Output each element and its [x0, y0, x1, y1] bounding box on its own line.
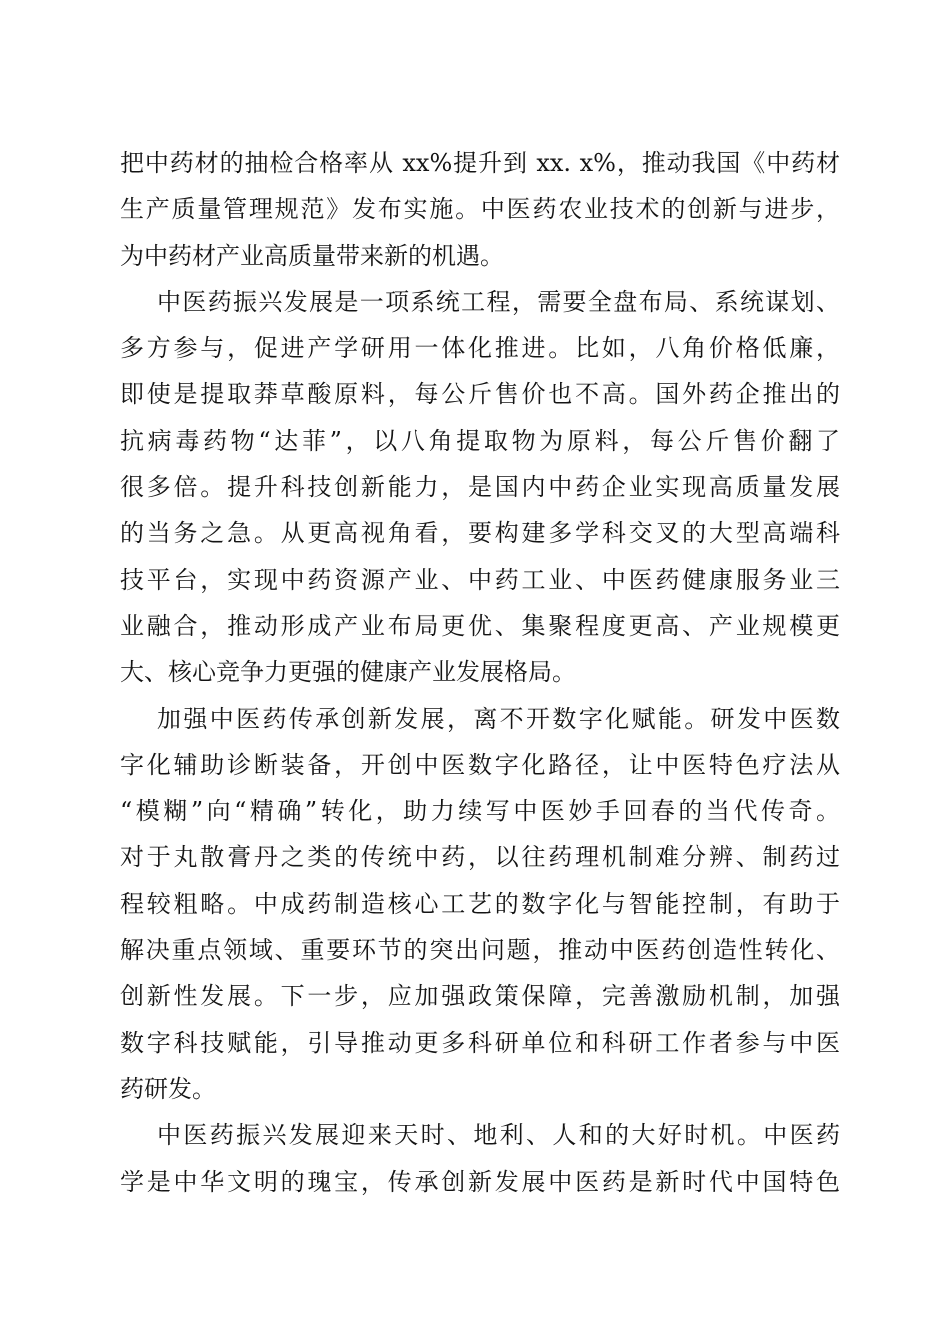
text-line: 为中药材产业高质量带来新的机遇。 — [120, 241, 504, 270]
text-line: 抗病毒药物“达菲”，以八角提取物为原料，每公斤售价翻了 — [120, 426, 840, 455]
text-line: 药研发。 — [120, 1074, 216, 1103]
text-line: 技平台，实现中药资源产业、中药工业、中医药健康服务业三 — [120, 565, 840, 594]
text-line: 解决重点领域、重要环节的突出问题，推动中医药创造性转化、 — [120, 936, 840, 965]
text-line: 学是中华文明的瑰宝，传承创新发展中医药是新时代中国特色 — [120, 1167, 840, 1196]
text-line: 中医药振兴发展是一项系统工程，需要全盘布局、系统谋划、 — [157, 287, 840, 316]
text-line: 程较粗略。中成药制造核心工艺的数字化与智能控制，有助于 — [120, 889, 840, 918]
paragraph-4 — [120, 1112, 840, 1205]
text-line: 把中药材的抽检合格率从 xx%提升到 xx. x%，推动我国《中药材 — [120, 149, 840, 177]
paragraph-3 — [120, 696, 840, 1113]
text-line: 业融合，推动形成产业布局更优、集聚程度更高、产业规模更 — [120, 611, 840, 640]
body-text — [120, 140, 840, 1205]
text-line: 多方参与，促进产学研用一体化推进。比如，八角价格低廉， — [120, 334, 840, 363]
text-line: 中医药振兴发展迎来天时、地利、人和的大好时机。中医药 — [157, 1121, 840, 1150]
paragraph-1 — [120, 140, 840, 279]
text-line: 字化辅助诊断装备，开创中医数字化路径，让中医特色疗法从 — [120, 750, 840, 779]
text-line: 即使是提取莽草酸原料，每公斤售价也不高。国外药企推出的 — [120, 380, 840, 409]
text-line: 很多倍。提升科技创新能力，是国内中药企业实现高质量发展 — [120, 473, 840, 502]
text-line: 大、核心竞争力更强的健康产业发展格局。 — [120, 658, 576, 687]
text-line: 的当务之急。从更高视角看，要构建多学科交叉的大型高端科 — [120, 519, 840, 548]
paragraph-2 — [120, 279, 840, 696]
text-line: 创新性发展。下一步，应加强政策保障，完善激励机制，加强 — [120, 982, 840, 1011]
text-line: “模糊”向“精确”转化，助力续写中医妙手回春的当代传奇。 — [120, 797, 840, 826]
text-line: 对于丸散膏丹之类的传统中药，以往药理机制难分辨、制药过 — [120, 843, 840, 872]
text-line: 数字科技赋能，引导推动更多科研单位和科研工作者参与中医 — [120, 1028, 840, 1057]
text-line: 生产质量管理规范》发布实施。中医药农业技术的创新与进步， — [120, 195, 840, 224]
text-line: 加强中医药传承创新发展，离不开数字化赋能。研发中医数 — [157, 704, 840, 733]
